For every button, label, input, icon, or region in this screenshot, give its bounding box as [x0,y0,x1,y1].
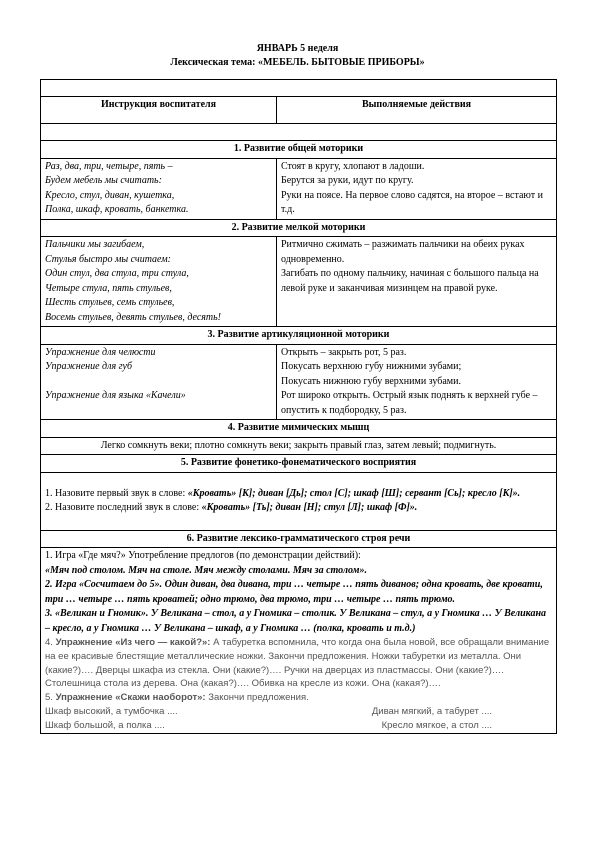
action-line: Берутся за руки, идут по кругу. [281,175,414,186]
verse-line: Шесть стульев, семь стульев, [45,297,175,308]
section-5-row [41,472,557,530]
task-words: «Кровать» [К]; диван [Дь]; стол [С]; шкаф [Ш]; сервант [Сь]; кресло [К]». [187,487,521,499]
opposite-item: Диван мягкий, а табурет .... [371,705,492,717]
exercise-2 [45,578,552,607]
exercise-example: Один диван, два дивана, три … четыре … пять диванов; одна кровать, две кровати, три … четыре … пять кроватей; одно трюмо, два трюмо, три … четыре … пять трюмо. [45,579,543,605]
action-line: Ритмично сжимать – разжимать пальчики на обеих руках одновременно. [281,239,525,265]
task-words: «Кровать» [Ть]; диван [Н]; стул [Л]; шкаф [Ф]». [201,502,418,513]
spacer-row [41,80,557,97]
section-5-body [41,472,557,530]
section-5-title: 5. Развитие фонетико-фонематического восприятия [41,455,557,473]
exercise-text: А табуретка вспомнила, что когда она была новой, все обращали внимание на ее красивые блестящие металлические ножки. Закончи предложения. Ножки табуретки из металла. Они (какие?)…. Дверцы шкафа из стекла. Они (какие?)…. Ручки на дверцах из пластмассы. Они (какие?)…. Столешница стола из дерева. Она (какая?)…. Обивка на кресле из кожи. Она (какая?)…. [45,637,550,690]
action-line: Покусать верхнюю губу нижними зубами; [281,361,462,372]
action-line: Загибать по одному пальчику, начиная с большого пальца на левой руке и заканчивая мизинцем на правой руке. [281,268,539,294]
exercise-1 [45,549,552,578]
verse-line: Пальчики мы загибаем, [45,239,145,250]
exercise-name: 3. «Великан и Гномик». [45,608,149,619]
section-title-row [41,420,557,438]
section-title-row [41,455,557,473]
exercise-text: Закончи предложения. [205,692,309,704]
spacer-line [45,375,272,390]
column-header-actions: Выполняемые действия [277,97,557,124]
section-6-row [41,548,557,734]
section-4-text: Легко сомкнуть веки; плотно сомкнуть веки; закрыть правый глаз, затем левый; подмигнуть. [41,437,557,455]
exercise-label: Упражнение для губ [45,361,132,372]
section-1-row [41,158,557,219]
action-line: Стоят в кругу, хлопают в ладоши. [281,160,425,172]
exercise-example: У Великана – стол, а у Гномика – столик. У Великана – стул, а у Гномика … У Великана – кресло, а у Гномика … У Великана – шкаф, а у Гномика … (полка, кровать и т.д.) [45,608,547,634]
opposite-item: Шкаф высокий, а тумбочка .... [45,705,178,717]
exercise-name: Упражнение «Из чего — какой?»: [55,637,211,648]
exercise-number: 5. [45,692,56,704]
section-title-row [41,219,557,237]
section-3-instructions [41,344,277,420]
section-2-title: 2. Развитие мелкой моторики [41,219,557,237]
task-intro: 2. Назовите последний звук в слове: [45,502,202,513]
action-line: Руки на поясе. На первое слово садятся, на второе – встают и т.д. [281,189,543,215]
verse-line: Кресло, стул, диван, кушетка, [45,189,175,201]
opposites-row [45,719,552,733]
verse-line: Стулья быстро мы считаем: [45,253,171,265]
verse-line: Четыре стула, пять стульев, [45,282,172,294]
exercise-4 [45,636,552,691]
exercise-example: «Мяч под столом. Мяч на столе. Мяч между столами. Мяч за столом». [45,564,368,576]
section-6-body [41,548,557,734]
verse-line: Раз, два, три, четыре, пять – [45,160,173,172]
verse-line: Будем мебель мы считать: [45,175,162,186]
exercise-name: Упражнение «Скажи наоборот»: [55,692,206,704]
action-line: Рот широко открыть. Острый язык поднять к верхней губе – опустить к подбородку, 5 раз. [281,390,538,416]
exercise-3 [45,607,552,636]
verse-line: Один стул, два стула, три стула, [45,268,189,279]
section-3-row [41,344,557,420]
section-title-row [41,530,557,548]
task-intro: 1. Назовите первый звук в слове: [45,487,188,499]
column-header-row [41,97,557,124]
section-title-row [41,327,557,345]
section-3-title: 3. Развитие артикуляционной моторики [41,327,557,345]
exercise-5 [45,691,552,705]
section-4-row [41,437,557,455]
column-header-instruction: Инструкция воспитателя [41,97,277,124]
spacer-row [41,124,557,141]
lexical-theme: Лексическая тема: «МЕБЕЛЬ. БЫТОВЫЕ ПРИБОРЫ» [170,57,425,68]
section-title-row [41,141,557,159]
opposite-item: Кресло мягкое, а стол .... [381,719,492,731]
last-sound-task [45,501,552,516]
page-title: ЯНВАРЬ 5 неделя [256,43,339,54]
section-4-title: 4. Развитие мимических мышц [41,420,557,438]
action-line: Открыть – закрыть рот, 5 раз. [281,346,407,358]
section-1-instructions [41,158,277,219]
exercise-label: Упражнение для челюсти [45,346,156,358]
exercise-intro: 1. Игра «Где мяч?» Употребление предлогов (по демонстрации действий): [45,550,361,561]
opposites-row [45,705,552,719]
verse-line: Полка, шкаф, кровать, банкетка. [45,204,189,215]
opposite-item: Шкаф большой, а полка .... [45,719,165,731]
section-3-actions [277,344,557,420]
section-1-actions [277,158,557,219]
section-2-actions [277,237,557,327]
first-sound-task [45,487,552,502]
section-1-title: 1. Развитие общей моторики [41,141,557,159]
action-line: Покусать нижнюю губу верхними зубами. [281,375,461,387]
verse-line: Восемь стульев, девять стульев, десять! [45,311,222,323]
exercise-label: Упражнение для языка «Качели» [45,390,186,401]
section-2-row [41,237,557,327]
lesson-table [40,79,557,734]
exercise-number: 4. [45,637,56,648]
section-6-title: 6. Развитие лексико-грамматического строя речи [41,530,557,548]
exercise-name: 2. Игра «Сосчитаем до 5». [45,579,163,590]
section-2-instructions [41,237,277,327]
